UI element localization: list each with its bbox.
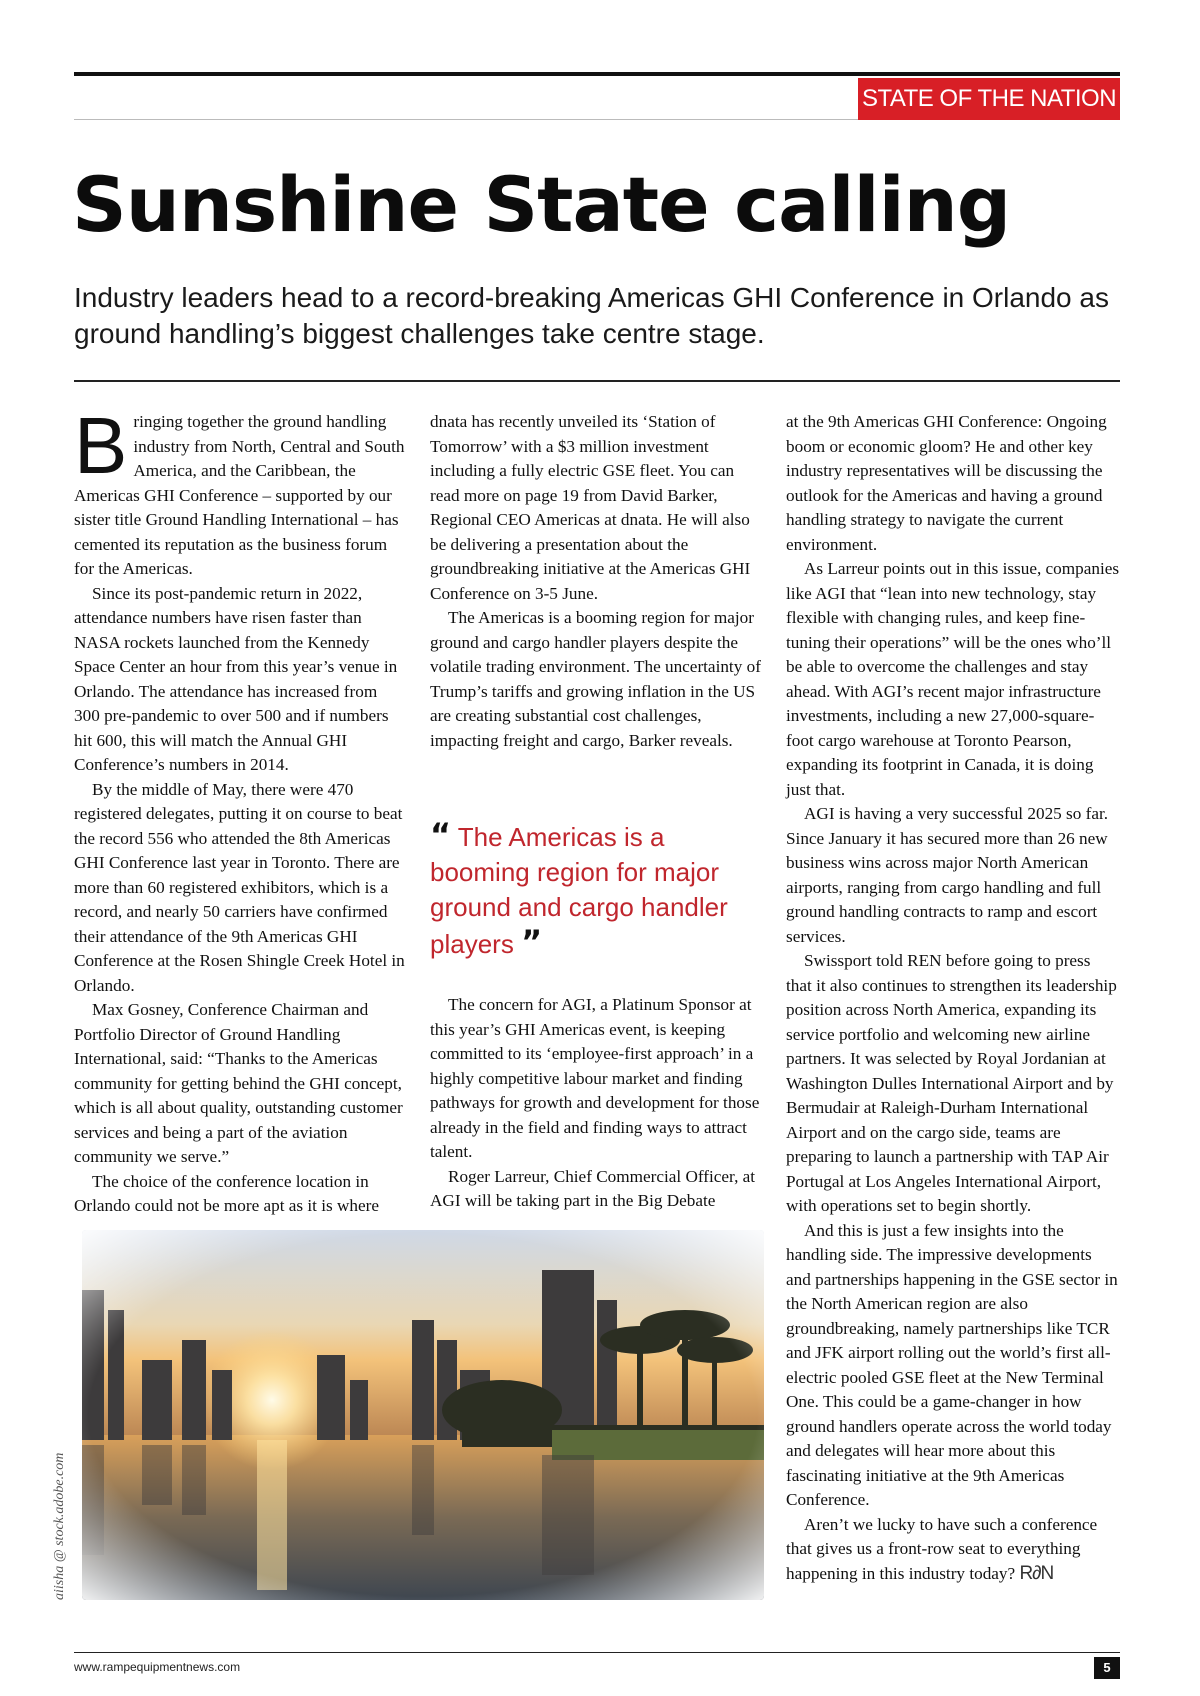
- pull-quote: [430, 818, 750, 962]
- top-rule: [74, 72, 1120, 76]
- col2-paragraph: dnata has recently unveiled its ‘Station of Tomorrow’ with a $3 million investment including a fully electric GSE fleet. You can read more on page 19 from David Barker, Regional CEO Americas at dnata. He will also be delivering a presentation about the groundbreaking initiative at the Americas GHI Conference on 3-5 June.: [430, 412, 751, 603]
- col2-paragraph: The concern for AGI, a Platinum Sponsor at this year’s GHI Americas event, is keeping committed to its ‘employee-first approach’ in a highly competitive labour market and finding pathways for growth and development for those already in the field and finding ways to attract talent.: [430, 995, 760, 1161]
- article-column-3: [786, 410, 1120, 1586]
- col3-paragraph: at the 9th Americas GHI Conference: Ongoing boom or economic gloom? He and other key industry representatives will be discussing the outlook for the Americas and having a ground handling strategy to navigate the current environment.: [786, 412, 1107, 554]
- col3-paragraph: AGI is having a very successful 2025 so far. Since January it has secured more than 26 new business wins across major North American airports, ranging from cargo handling and full ground handling contracts to ramp and escort services.: [786, 804, 1109, 946]
- col1-paragraph: Since its post-pandemic return in 2022, attendance numbers have risen faster than NASA rockets launched from the Kennedy Space Center an hour from this year’s venue in Orlando. The attendance has increased from 300 pre-pandemic to over 500 and if numbers hit 600, this will match the Annual GHI Conference’s numbers in 2014.: [74, 583, 398, 774]
- photo-credit: aiisha @ stock.adobe.com: [52, 1452, 67, 1600]
- standfirst: Industry leaders head to a record-breaking Americas GHI Conference in Orlando as ground handling’s biggest challenges take centre stage.: [74, 282, 1109, 349]
- close-quote-icon: ”: [521, 923, 543, 961]
- col2-paragraph: The Americas is a booming region for major ground and cargo handler players despite the volatile trading environment. The uncertainty of Trump’s tariffs and growing inflation in the US are creating substantial cost challenges, impacting freight and cargo, Barker reveals.: [430, 608, 761, 750]
- col1-paragraph: Bringing together the ground handling industry from North, Central and South America, and the Caribbean, the Americas GHI Conference – supported by our sister title Ground Handling International – has cemented its reputation as the business forum for the Americas.: [74, 401, 405, 578]
- col1-paragraph: The choice of the conference location in Orlando could not be more apt as it is where: [74, 1171, 379, 1215]
- article-column-1: [74, 401, 406, 1219]
- standfirst-rule: [74, 380, 1120, 382]
- headline: Sunshine State calling: [72, 160, 1011, 249]
- col3-paragraph: As Larreur points out in this issue, companies like AGI that “lean into new technology, stay flexible with changing rules, and keep fine-tuning their operations” will be the ones who’ll be able to overcome the challenges and stay ahead. With AGI’s recent major infrastructure investments, including a new 27,000-square-foot cargo warehouse at Toronto Pearson, expanding its footprint in Canada, it is doing just that.: [786, 559, 1120, 799]
- footer-rule: [74, 1652, 1120, 1653]
- col2-paragraph: Roger Larreur, Chief Commercial Officer, at AGI will be taking part in the Big Debate: [430, 1166, 756, 1210]
- col3-paragraph: Swissport told REN before going to press that it also continues to strengthen its leadership position across North America, expanding its service portfolio and welcoming new airline partners. It was selected by Royal Jordanian at Washington Dulles International Airport and by Bermudair at Raleigh-Durham International Airport and on the cargo side, teams are preparing to launch a partnership with TAP Air Portugal at Los Angeles International Airport, with operations set to begin shortly.: [786, 951, 1117, 1215]
- col1-paragraph: Max Gosney, Conference Chairman and Portfolio Director of Ground Handling International, said: “Thanks to the Americas community for getting behind the GHI concept, which is all about quality, outstanding customer services and being a part of the aviation community we serve.”: [74, 1000, 403, 1166]
- footer-url[interactable]: www.rampequipmentnews.com: [74, 1660, 241, 1674]
- col1-paragraph: By the middle of May, there were 470 registered delegates, putting it on course to beat the record 556 who attended the 8th Americas GHI Conference last year in Toronto. There are more than 60 registered exhibitors, which is a record, and nearly 50 carriers have confirmed their attendance of the 9th Americas GHI Conference at the Rosen Shingle Creek Hotel in Orlando.: [74, 779, 405, 995]
- col3-paragraph: And this is just a few insights into the handling side. The impressive developments and partnerships happening in the GSE sector in the North American region are also groundbreaking, namely partnerships like TCR and JFK airport rolling out the world’s first all-electric pooled GSE fleet at the New Terminal One. This could be a game-changer in how ground handlers operate across the world today and delegates will hear more about this fascinating initiative at the 9th Americas Conference.: [786, 1220, 1118, 1509]
- section-tag: STATE OF THE NATION: [858, 78, 1120, 120]
- page-number: 5: [1094, 1657, 1120, 1679]
- open-quote-icon: “: [430, 816, 452, 854]
- col3-paragraph: Aren’t we lucky to have such a conference that gives us a front-row seat to everything happening in this industry today? R∂N: [786, 1514, 1098, 1584]
- article-column-2-bottom: [430, 993, 762, 1214]
- article-column-2-top: [430, 410, 762, 753]
- orlando-skyline-photo: [82, 1230, 764, 1600]
- pull-quote-text: The Americas is a booming region for major ground and cargo handler players: [430, 822, 728, 959]
- drop-cap: B: [74, 401, 128, 490]
- ren-end-mark: R∂N: [1019, 1562, 1054, 1584]
